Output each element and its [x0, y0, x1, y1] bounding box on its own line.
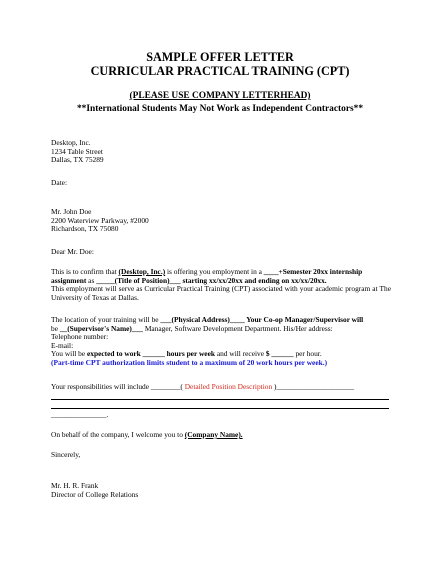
recipient-street: 2200 Waterview Parkway, #2000 [51, 215, 149, 225]
signer-name: Mr. H. R. Frank [51, 481, 99, 490]
para2-text3: be [51, 323, 60, 333]
fill-line-short: _______________. [51, 410, 109, 419]
email-label: E-mail: [51, 340, 74, 350]
sender-street: 1234 Table Street [51, 146, 103, 156]
sender-name: Desktop, Inc. [51, 138, 91, 147]
para2-text4: Manager, Software Development Department. His/Her address: [142, 323, 333, 333]
salutation: Dear Mr. Doe: [51, 247, 94, 256]
letter-title: SAMPLE OFFER LETTER [146, 50, 294, 64]
signer-title: Director of College Relations [51, 489, 139, 499]
cpt-association-text: This employment will serve as Curricular Practical Training (CPT) associated with your academic program at The University of Texas at Dallas. [51, 284, 391, 302]
welcome-text: On behalf of the company, I welcome you to [51, 430, 185, 439]
position-description-placeholder: Detailed Position Description [182, 382, 275, 391]
paragraph-employment [51, 268, 391, 302]
recipient-name: Mr. John Doe [51, 207, 92, 216]
contractor-warning: **International Students May Not Work as Independent Contractors** [76, 104, 364, 114]
hours-placeholder: expected to work ______ hours per week [87, 349, 215, 359]
assignment-word: assignment [51, 275, 87, 285]
supervisor-placeholder: __(Supervisor's Name)___ [59, 323, 143, 333]
company-name-placeholder: (Company Name). [184, 430, 243, 439]
dates-placeholder: starting xx/xx/20xx and ending on xx/xx/20xx. [180, 275, 327, 285]
para1-text1: This is to confirm that [51, 267, 119, 276]
para1-text3: as [86, 275, 97, 285]
telephone-label: Telephone number: [51, 332, 109, 342]
fill-line-1 [51, 399, 389, 400]
recipient-city: Richardson, TX 75080 [51, 224, 119, 234]
para2-text2: Your Co-op Manager/Supervisor will [244, 315, 364, 324]
physical-address-placeholder: ___(Physical Address)____ [160, 315, 245, 324]
para2-text7: per hour. [293, 349, 322, 359]
paragraph-location [51, 316, 391, 368]
para2-text6: and will receive [214, 349, 266, 359]
company-placeholder: (Desktop, Inc.) [118, 267, 166, 276]
para1-text2: is offering you employment in a [165, 267, 264, 276]
sincerely: Sincerely, [51, 450, 81, 459]
welcome-line [51, 431, 391, 440]
signature-block [51, 482, 391, 499]
letterhead-note: (PLEASE USE COMPANY LETTERHEAD) [129, 91, 311, 101]
responsibilities-line [51, 383, 391, 392]
responsibilities-tail: )_____________________ [274, 382, 355, 391]
responsibilities-text: Your responsibilities will include [51, 382, 151, 391]
cpt-limit-note: (Part-time CPT authorization limits student to a maximum of 20 work hours per week.) [51, 357, 328, 367]
responsibilities-lead: ________( [150, 382, 183, 391]
para2-text1: The location of your training will be [51, 315, 161, 324]
sender-address [51, 139, 391, 165]
sender-city: Dallas, TX 75289 [51, 155, 104, 165]
para2-text5: You will be [51, 349, 88, 359]
recipient-address [51, 208, 391, 234]
letter-subtitle: CURRICULAR PRACTICAL TRAINING (CPT) [90, 64, 350, 78]
fill-line-2 [51, 408, 389, 409]
position-title-placeholder: _____(Title of Position)___ [96, 275, 181, 285]
semester-placeholder: ____+Semester 20xx internship [263, 267, 363, 276]
pay-placeholder: $ ______ [265, 349, 294, 359]
date-label: Date: [51, 178, 68, 187]
